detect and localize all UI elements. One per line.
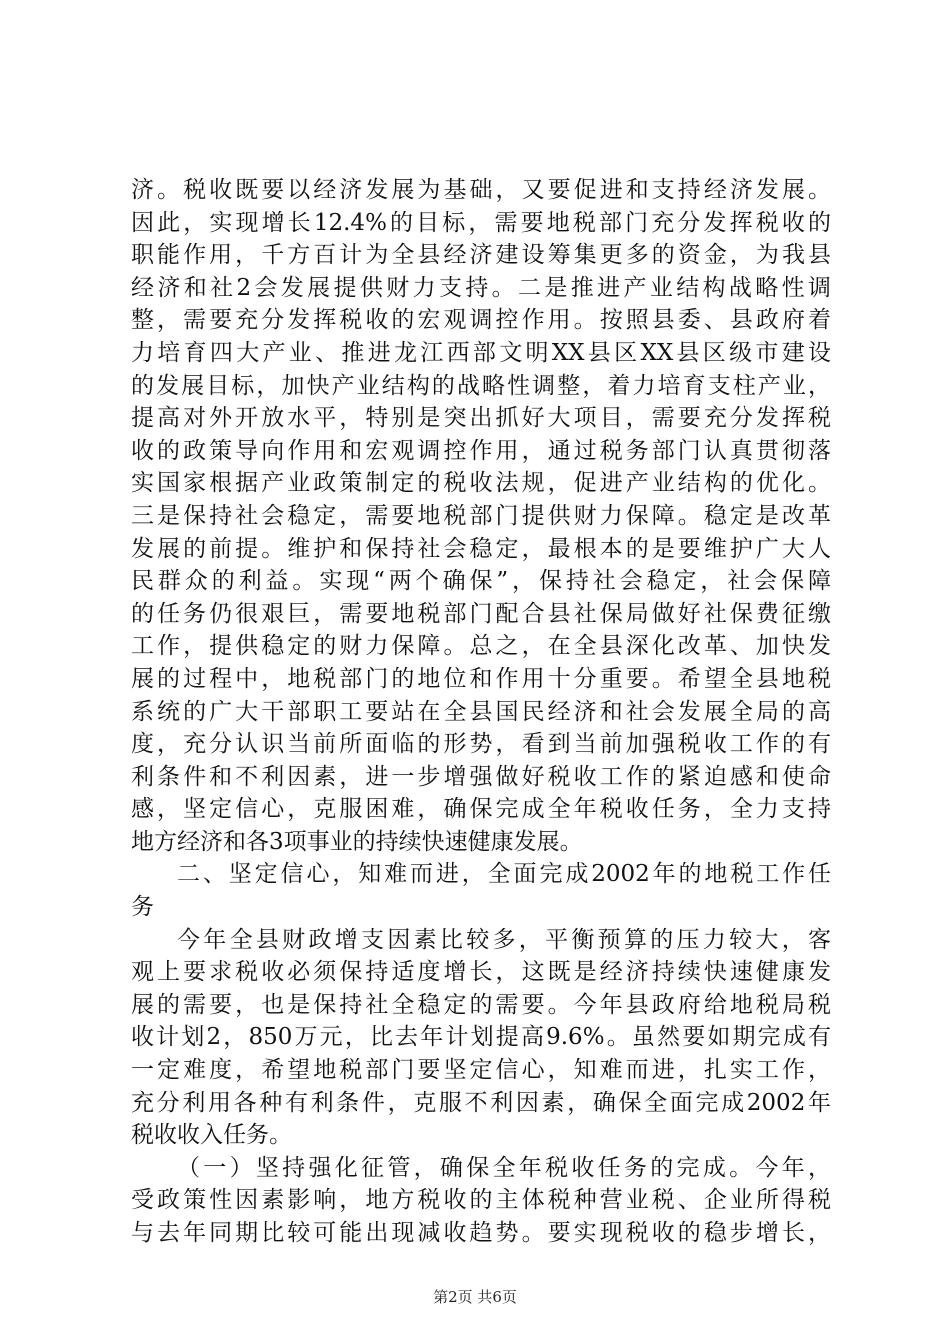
text-line: 职能作用，千方百计为全县经济建设筹集更多的资金，为我县	[131, 242, 831, 269]
text-line: 民群众的利益。实现“两个确保”，保持社会稳定，社会保障	[131, 568, 831, 595]
text-line: 展的过程中，地税部门的地位和作用十分重要。希望全县地税	[131, 665, 831, 692]
page-number-footer: 第2页 共6页	[433, 1288, 517, 1306]
text-line: 充分利用各种有利条件，克服不利因素，确保全面完成2002年	[131, 1089, 831, 1116]
text-line: 利条件和不利因素，进一步增强做好税收工作的紧迫感和使命	[131, 763, 831, 790]
text-line: 观上要求税收必须保持适度增长，这既是经济持续快速健康发	[131, 959, 831, 986]
text-line: 的发展目标，加快产业结构的战略性调整，着力培育支柱产业，	[131, 372, 831, 399]
text-line: 今年全县财政增支因素比较多，平衡预算的压力较大，客	[177, 926, 831, 953]
text-line: 发展的前提。维护和保持社会稳定，最根本的是要维护广大人	[131, 535, 831, 562]
text-line: 的任务仍很艰巨，需要地税部门配合县社保局做好社保费征缴	[131, 600, 831, 627]
body-text	[131, 174, 831, 1250]
text-line: 经济和社2会发展提供财力支持。二是推进产业结构战略性调	[131, 274, 831, 301]
text-line: 与去年同期比较可能出现减收趋势。要实现税收的稳步增长，	[131, 1220, 831, 1246]
text-line: 系统的广大干部职工要站在全县国民经济和社会发展全局的高	[131, 698, 831, 725]
text-line: 力培育四大产业、推进龙江西部文明XX县区XX县区级市建设	[131, 339, 831, 366]
text-line: 感，坚定信心，克服困难，确保完成全年税收任务，全力支持	[131, 796, 831, 823]
section-heading-line: 务	[131, 894, 154, 921]
text-line: 三是保持社会稳定，需要地税部门提供财力保障。稳定是改革	[131, 502, 831, 529]
text-line: 税收收入任务。	[131, 1122, 292, 1149]
text-line: 收的政策导向作用和宏观调控作用，通过税务部门认真贯彻落	[131, 437, 831, 464]
text-line: 收计划2，850万元，比去年计划提高9.6%。虽然要如期完成有	[131, 1024, 831, 1051]
text-line: 受政策性因素影响，地方税收的主体税种营业税、企业所得税	[131, 1187, 831, 1214]
text-line: 展的需要，也是保持社全稳定的需要。今年县政府给地税局税	[131, 991, 831, 1018]
text-line: 工作，提供稳定的财力保障。总之，在全县深化改革、加快发	[131, 633, 831, 660]
subsection-heading-line: （一）坚持强化征管，确保全年税收任务的完成。今年，	[177, 1154, 831, 1181]
text-line: 因此，实现增长12.4%的目标，需要地税部门充分发挥税收的	[131, 209, 831, 236]
text-line: 济。税收既要以经济发展为基础，又要促进和支持经济发展。	[131, 177, 831, 203]
text-line: 提高对外开放水平，特别是突出抓好大项目，需要充分发挥税	[131, 405, 831, 432]
text-line: 地方经济和各3项事业的持续快速健康发展。	[131, 828, 583, 855]
text-line: 整，需要充分发挥税收的宏观调控作用。按照县委、县政府着	[131, 307, 831, 334]
text-line: 实国家根据产业政策制定的税收法规，促进产业结构的优化。	[131, 470, 831, 497]
text-line: 度，充分认识当前所面临的形势，看到当前加强税收工作的有	[131, 731, 831, 758]
text-line: 一定难度，希望地税部门要坚定信心，知难而进，扎实工作，	[131, 1057, 831, 1084]
section-heading-line: 二、坚定信心，知难而进，全面完成2002年的地税工作任	[177, 861, 831, 888]
